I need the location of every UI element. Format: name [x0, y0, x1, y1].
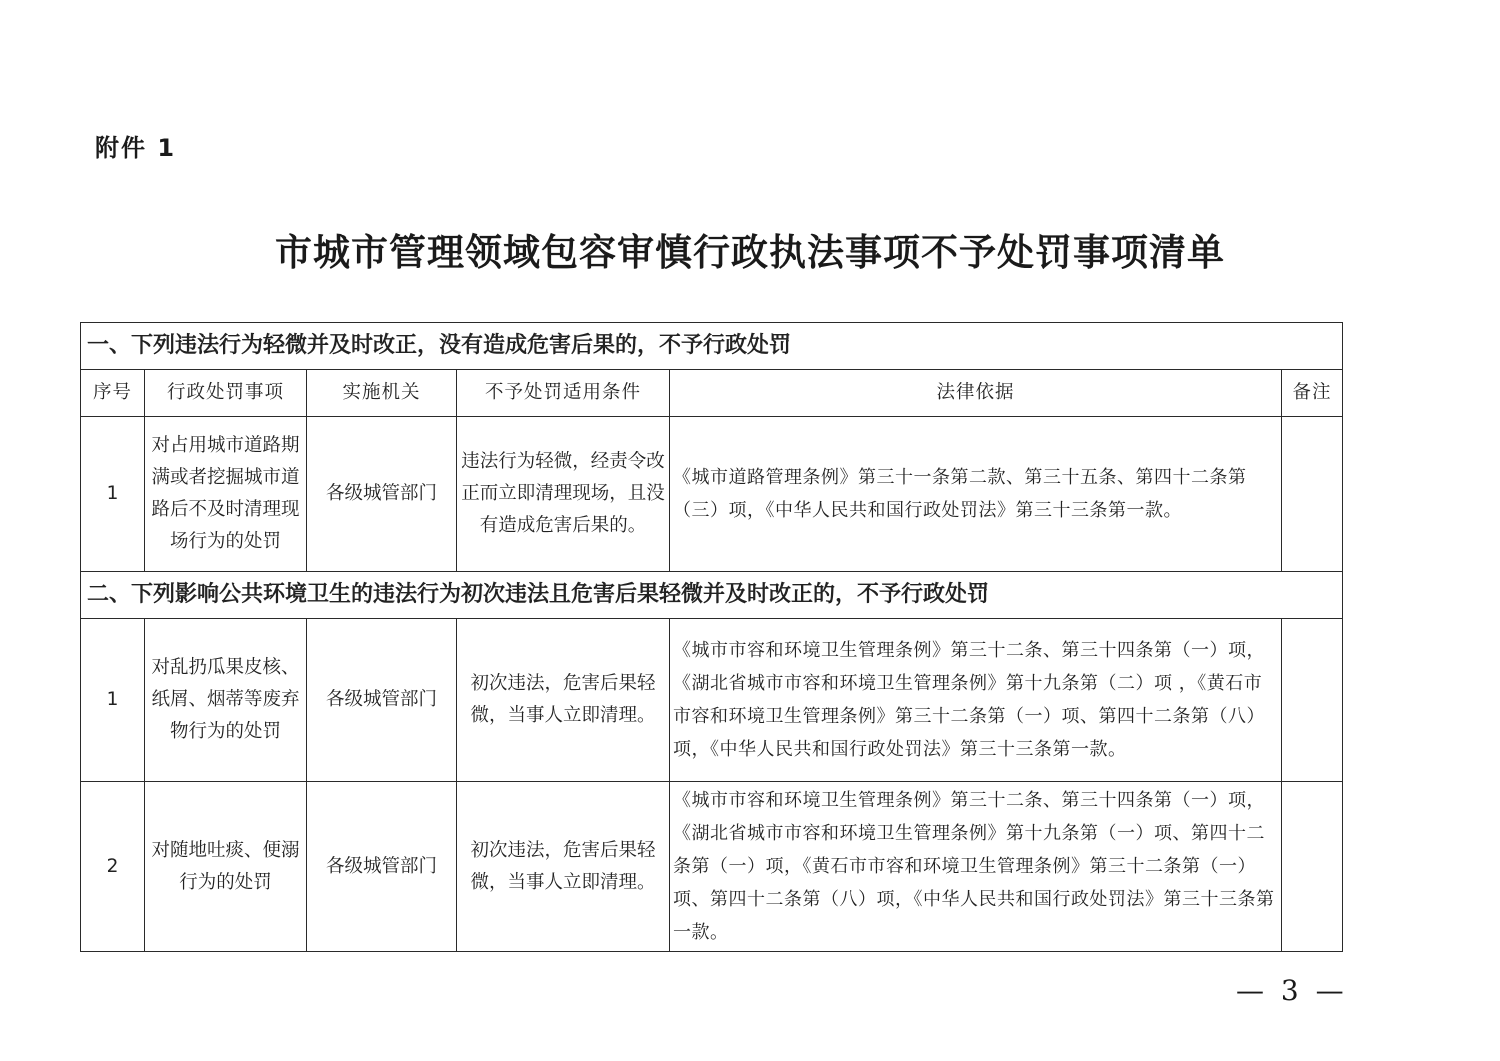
row-seq: 2 [81, 782, 145, 952]
page-number: — 3 — [1236, 974, 1348, 1007]
header-dept: 实施机关 [307, 370, 457, 417]
table-row [81, 417, 1343, 572]
section-1-heading: 一、下列违法行为轻微并及时改正，没有造成危害后果的，不予行政处罚 [81, 323, 1343, 370]
row-remark [1282, 619, 1343, 782]
row-remark [1282, 417, 1343, 572]
table-row [81, 782, 1343, 952]
row-seq: 1 [81, 619, 145, 782]
section-heading-row [81, 572, 1343, 619]
row-seq: 1 [81, 417, 145, 572]
document-title: 市城市管理领域包容审慎行政执法事项不予处罚事项清单 [275, 230, 1225, 274]
row-dept: 各级城管部门 [307, 417, 457, 572]
header-basis: 法律依据 [670, 370, 1282, 417]
row-remark [1282, 782, 1343, 952]
row-item: 对占用城市道路期满或者挖掘城市道路后不及时清理现场行为的处罚 [145, 417, 307, 572]
table-row [81, 619, 1343, 782]
section-heading-row [81, 323, 1343, 370]
row-condition: 违法行为轻微，经责令改正而立即清理现场，且没有造成危害后果的。 [457, 417, 670, 572]
row-basis: 《城市道路管理条例》第三十一条第二款、第三十五条、第四十二条第（三）项，《中华人民共和国行政处罚法》第三十三条第一款。 [670, 417, 1282, 572]
section-2-heading: 二、下列影响公共环境卫生的违法行为初次违法且危害后果轻微并及时改正的，不予行政处罚 [81, 572, 1343, 619]
row-dept: 各级城管部门 [307, 619, 457, 782]
table-header-row [81, 370, 1343, 417]
row-item: 对乱扔瓜果皮核、纸屑、烟蒂等废弃物行为的处罚 [145, 619, 307, 782]
row-basis: 《城市市容和环境卫生管理条例》第三十二条、第三十四条第（一）项，《湖北省城市市容和环境卫生管理条例》第十九条第（一）项、第四十二条第（一）项，《黄石市市容和环境卫生管理条例》第三十二条第（一）项、第四十二条第（八）项，《中华人民共和国行政处罚法》第三十三条第一款。 [670, 782, 1282, 952]
row-item: 对随地吐痰、便溺行为的处罚 [145, 782, 307, 952]
header-remark: 备注 [1282, 370, 1343, 417]
header-seq: 序号 [81, 370, 145, 417]
attachment-label: 附件 1 [95, 134, 177, 162]
penalty-exemption-table [80, 322, 1343, 952]
row-dept: 各级城管部门 [307, 782, 457, 952]
header-item: 行政处罚事项 [145, 370, 307, 417]
header-condition: 不予处罚适用条件 [457, 370, 670, 417]
row-condition: 初次违法，危害后果轻微，当事人立即清理。 [457, 619, 670, 782]
row-basis: 《城市市容和环境卫生管理条例》第三十二条、第三十四条第（一）项，《湖北省城市市容和环境卫生管理条例》第十九条第（二）项 ，《黄石市市容和环境卫生管理条例》第三十二条第（一）项、第四十二条第（八）项，《中华人民共和国行政处罚法》第三十三条第一款。 [670, 619, 1282, 782]
row-condition: 初次违法，危害后果轻微，当事人立即清理。 [457, 782, 670, 952]
